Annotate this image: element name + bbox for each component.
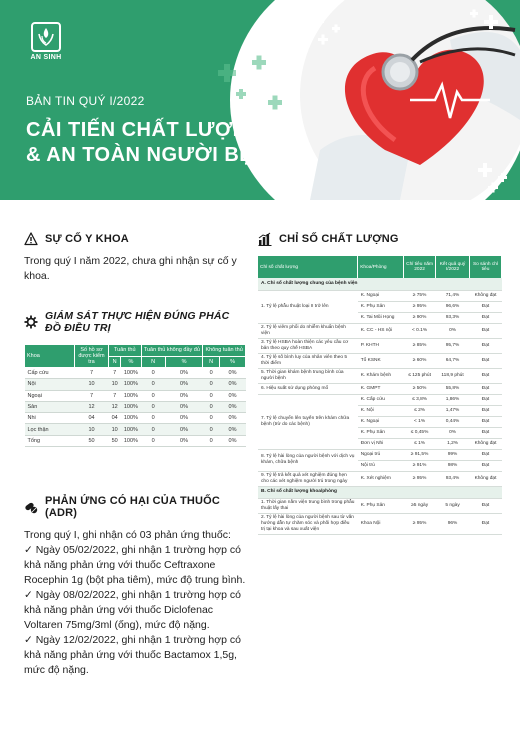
target-cell: ≥ 85%: [404, 338, 436, 353]
indicator-cell: 5. Thời gian khám bệnh trung bình của người bệnh: [258, 368, 358, 383]
table-cell: 100%: [121, 368, 141, 379]
target-cell: ≥ 50%: [404, 383, 436, 394]
logo-cross-icon: [31, 22, 61, 52]
dept-cell: K. Ngoại: [358, 290, 404, 301]
title-line-2: & AN TOÀN NGƯỜI BỆNH: [26, 144, 283, 166]
cmp-cell: Đạt: [470, 513, 502, 534]
table-cell: 50: [75, 435, 109, 446]
result-cell: 98%: [436, 460, 470, 471]
dept-cell: Ngoại trú: [358, 449, 404, 460]
table-cell: 0%: [220, 401, 246, 412]
cmp-cell: Không đạt: [470, 471, 502, 486]
sub-header: N: [203, 356, 220, 368]
table-cell: Nhi: [25, 413, 75, 424]
table-row: [25, 368, 246, 379]
table-cell: 0: [141, 413, 165, 424]
target-cell: ≥ 60%: [404, 353, 436, 368]
adr-intro: Trong quý I, ghi nhận có 03 phản ứng thuốc:: [24, 529, 231, 542]
adr-title: PHẢN ỨNG CÓ HẠI CỦA THUỐC (ADR): [45, 495, 221, 520]
dept-cell: K. Tai Mũi Họng: [358, 312, 404, 323]
dept-cell: K. Nội: [358, 405, 404, 416]
table-cell: 0: [203, 390, 220, 401]
table-row: [258, 513, 502, 534]
adr-content: [24, 528, 246, 678]
warning-icon: [24, 232, 38, 246]
brand-logo: [24, 22, 68, 61]
table-cell: 0%: [220, 379, 246, 390]
col-header: Khoa: [25, 345, 75, 368]
cmp-cell: Đạt: [470, 498, 502, 513]
result-cell: 95,7%: [436, 338, 470, 353]
table-cell: 0: [141, 424, 165, 435]
table-cell: 0: [141, 401, 165, 412]
target-cell: ≥ 91%: [404, 460, 436, 471]
col-header: So sánh chỉ tiêu: [470, 256, 502, 278]
col-header: Kết quả quý I/2022: [436, 256, 470, 278]
table-cell: Nội: [25, 379, 75, 390]
quality-section-title: [258, 232, 502, 246]
target-cell: ≥ 95%: [404, 301, 436, 312]
table-cell: 10: [109, 424, 121, 435]
table-row: [258, 353, 502, 368]
col-header: Khoa/Phòng: [358, 256, 404, 278]
cmp-cell: Đạt: [470, 353, 502, 368]
table-cell: 7: [75, 390, 109, 401]
gear-icon: [24, 315, 38, 329]
bulletin-label: BẢN TIN QUÝ I/2022: [26, 94, 145, 108]
result-cell: 93,4%: [436, 471, 470, 486]
header-banner: [0, 0, 520, 200]
indicator-cell: 1. Tỷ lệ phẫu thuật loại II trở lên: [258, 290, 358, 323]
table-row: [258, 383, 502, 394]
table-group-row: [258, 278, 502, 290]
target-cell: ≥ 91,5%: [404, 449, 436, 460]
table-cell: 04: [109, 413, 121, 424]
table-cell: 0: [203, 413, 220, 424]
result-cell: 93,3%: [436, 312, 470, 323]
table-row: [258, 323, 502, 338]
table-cell: Tổng: [25, 435, 75, 446]
dept-cell: K. Phụ Sản: [358, 301, 404, 312]
target-cell: ≤ 0,45%: [404, 427, 436, 438]
col-header: Chỉ tiêu năm 2022: [404, 256, 436, 278]
table-cell: 100%: [121, 413, 141, 424]
table-cell: 10: [75, 379, 109, 390]
col-header: Tuân thủ: [109, 345, 142, 357]
col-header: Chỉ số chất lượng: [258, 256, 358, 278]
table-cell: 0: [203, 435, 220, 446]
table-cell: 0%: [220, 368, 246, 379]
table-group-row: [258, 486, 502, 498]
target-cell: ≥5 ngày: [404, 498, 436, 513]
table-cell: 7: [75, 368, 109, 379]
indicator-cell: 9. Tỷ lệ trả kết quả xét nghiệm đúng hẹn cho các xét nghiệm người trú trong ngày: [258, 471, 358, 486]
result-cell: 1,2%: [436, 438, 470, 449]
table-cell: 0%: [165, 424, 202, 435]
pills-icon: [24, 500, 38, 514]
target-cell: ≥ 95%: [404, 471, 436, 486]
indicator-cell: 2. Tỷ lệ hài lòng của người bệnh sau từ vấn hướng dẫn tự chăm sóc và phối hợp điều trị tại khoa và sau xuất viện: [258, 513, 358, 534]
table-cell: 7: [109, 368, 121, 379]
dept-cell: K. CC - HS nội: [358, 323, 404, 338]
table-cell: 50: [109, 435, 121, 446]
table-cell: 7: [109, 390, 121, 401]
result-cell: 55,8%: [436, 383, 470, 394]
table-cell: 0: [203, 401, 220, 412]
cmp-cell: Đạt: [470, 416, 502, 427]
result-cell: 64,7%: [436, 353, 470, 368]
result-cell: 99%: [436, 449, 470, 460]
table-row: [258, 394, 502, 405]
target-cell: ≤ 2%: [404, 405, 436, 416]
table-row: [25, 435, 246, 446]
sub-header: %: [220, 356, 246, 368]
indicator-cell: 4. Tỷ lệ số bình luy của nhân viên theo 5 thời điểm: [258, 353, 358, 368]
brand-name: AN SINH: [30, 54, 62, 61]
table-cell: 0: [141, 379, 165, 390]
table-row: [25, 424, 246, 435]
page-title: [26, 118, 283, 168]
table-cell: 100%: [121, 424, 141, 435]
col-header: Số hồ sơ được kiểm tra: [75, 345, 109, 368]
table-cell: Lọc thận: [25, 424, 75, 435]
target-cell: ≥ 90%: [404, 312, 436, 323]
result-cell: 5 ngày: [436, 498, 470, 513]
table-cell: 0%: [165, 435, 202, 446]
table-cell: 0: [203, 368, 220, 379]
result-cell: 118,9 phút: [436, 368, 470, 383]
table-cell: 12: [75, 401, 109, 412]
table-cell: 0%: [165, 379, 202, 390]
cmp-cell: Đạt: [470, 368, 502, 383]
title-line-1: CẢI TIẾN CHẤT LƯỢNG: [26, 119, 264, 141]
target-cell: ≤ 125 phút: [404, 368, 436, 383]
dept-cell: K. Cấp cứu: [358, 394, 404, 405]
dept-cell: Khoa Nội: [358, 513, 404, 534]
table-row: [25, 401, 246, 412]
indicator-cell: 7. Tỷ lệ chuyển lên tuyến trên khám chữa bệnh (trừ do các bệnh): [258, 394, 358, 449]
adr-item: ✓ Ngày 08/02/2022, ghi nhận 1 trường hợp có khả năng phản ứng với thuốc Diclofenac Voltaren 75mg/3ml (ống), mức độ nặng.: [24, 589, 241, 632]
table-cell: 0%: [165, 413, 202, 424]
table-cell: 10: [75, 424, 109, 435]
quality-title: CHỈ SỐ CHẤT LƯỢNG: [279, 233, 399, 245]
table-row: [258, 498, 502, 513]
table-cell: Cấp cứu: [25, 368, 75, 379]
table-cell: 0%: [220, 413, 246, 424]
dept-cell: K. Xét nghiệm: [358, 471, 404, 486]
table-row: [25, 413, 246, 424]
dept-cell: P. KHTH: [358, 338, 404, 353]
target-cell: ≥ 95%: [404, 513, 436, 534]
protocol-section-title: [24, 310, 246, 334]
table-cell: 0%: [220, 390, 246, 401]
left-column: [24, 226, 246, 678]
sub-header: N: [141, 356, 165, 368]
adr-item: ✓ Ngày 05/02/2022, ghi nhận 1 trường hợp có khả năng phản ứng với thuốc Ceftraxone Rocephin 1g (bột pha tiêm), mức độ trung bình.: [24, 544, 246, 587]
sub-header: N: [109, 356, 121, 368]
table-row: [258, 368, 502, 383]
indicator-cell: 2. Tỷ lệ viêm phổi do nhiễm khuẩn bệnh viện: [258, 323, 358, 338]
indicator-cell: 1. Thời gian nằm viện trung bình trong phẫu thuật lấy thai: [258, 498, 358, 513]
result-cell: 0%: [436, 323, 470, 338]
cmp-cell: Đạt: [470, 383, 502, 394]
sub-header: %: [121, 356, 141, 368]
group-label: A. Chỉ số chất lượng chung của bệnh viện: [258, 278, 502, 290]
quality-table: [258, 256, 502, 535]
table-cell: Ngoại: [25, 390, 75, 401]
cmp-cell: Đạt: [470, 427, 502, 438]
incident-section-title: [24, 232, 246, 246]
bar-chart-icon: [258, 232, 272, 246]
result-cell: 96,6%: [436, 301, 470, 312]
result-cell: 1,86%: [436, 394, 470, 405]
table-cell: 100%: [121, 379, 141, 390]
cmp-cell: Không đạt: [470, 438, 502, 449]
dept-cell: K. Ngoại: [358, 416, 404, 427]
indicator-cell: 6. Hiệu suất sử dụng phòng mổ: [258, 383, 358, 394]
adr-section-title: [24, 495, 246, 519]
cmp-cell: Không đạt: [470, 290, 502, 301]
adr-item: ✓ Ngày 12/02/2022, ghi nhận 1 trường hợp có khả năng phản ứng với thuốc Bactamox 1,5g, mức độ nặng.: [24, 634, 241, 677]
col-header: Tuân thủ không đầy đủ: [141, 345, 203, 357]
right-column: [258, 226, 502, 535]
table-row: [25, 379, 246, 390]
table-cell: 0%: [165, 390, 202, 401]
table-cell: 0: [203, 424, 220, 435]
target-cell: < 1%: [404, 416, 436, 427]
table-cell: 0%: [220, 424, 246, 435]
indicator-cell: 8. Tỷ lệ hài lòng của người bệnh với dịch vụ khám, chữa bệnh: [258, 449, 358, 471]
col-header: Không tuân thủ: [203, 345, 246, 357]
table-cell: 04: [75, 413, 109, 424]
cmp-cell: Đạt: [470, 394, 502, 405]
table-cell: 0%: [165, 401, 202, 412]
cmp-cell: Đạt: [470, 405, 502, 416]
table-row: [258, 471, 502, 486]
target-cell: ≤ 1%: [404, 438, 436, 449]
dept-cell: K. Phụ Sản: [358, 498, 404, 513]
table-cell: 0: [141, 368, 165, 379]
table-cell: 100%: [121, 435, 141, 446]
table-cell: 0: [203, 379, 220, 390]
protocol-table-body: [25, 368, 246, 447]
target-cell: ≥ 75%: [404, 290, 436, 301]
dept-cell: Đơn vị Nhi: [358, 438, 404, 449]
table-cell: 100%: [121, 401, 141, 412]
cmp-cell: Đạt: [470, 460, 502, 471]
table-row: [258, 449, 502, 460]
cmp-cell: Đạt: [470, 323, 502, 338]
result-cell: 71,4%: [436, 290, 470, 301]
sub-header: %: [165, 356, 202, 368]
dept-cell: Tổ KSNK: [358, 353, 404, 368]
table-row: [25, 390, 246, 401]
cmp-cell: Đạt: [470, 338, 502, 353]
table-cell: 0%: [165, 368, 202, 379]
table-cell: 12: [109, 401, 121, 412]
quality-table-body: [258, 278, 502, 534]
dept-cell: K. GMPT: [358, 383, 404, 394]
table-cell: 0: [141, 390, 165, 401]
table-row: [258, 338, 502, 353]
incident-title: SỰ CỐ Y KHOA: [45, 233, 129, 245]
dept-cell: K. Khám bệnh: [358, 368, 404, 383]
table-row: [258, 290, 502, 301]
table-cell: 100%: [121, 390, 141, 401]
table-cell: 0%: [220, 435, 246, 446]
indicator-cell: 3. Tỷ lệ HSBA hoàn thiện các yêu cầu cơ bản theo quy chế HSBA: [258, 338, 358, 353]
result-cell: 96%: [436, 513, 470, 534]
result-cell: 1,47%: [436, 405, 470, 416]
table-cell: Sản: [25, 401, 75, 412]
target-cell: ≤ 3,8%: [404, 394, 436, 405]
result-cell: 0%: [436, 427, 470, 438]
dept-cell: K. Phụ Sản: [358, 427, 404, 438]
group-label: B. Chỉ số chất lượng khoa/phòng: [258, 486, 502, 498]
cmp-cell: Đạt: [470, 312, 502, 323]
table-cell: 10: [109, 379, 121, 390]
protocol-table: [24, 344, 246, 447]
cmp-cell: Đạt: [470, 301, 502, 312]
protocol-title: GIÁM SÁT THỰC HIỆN ĐÚNG PHÁC ĐỒ ĐIỀU TRỊ: [45, 310, 230, 334]
dept-cell: Nội trú: [358, 460, 404, 471]
result-cell: 0,44%: [436, 416, 470, 427]
incident-text: Trong quý I năm 2022, chưa ghi nhận sự cố y khoa.: [24, 255, 237, 282]
cmp-cell: Đạt: [470, 449, 502, 460]
target-cell: < 0.1%: [404, 323, 436, 338]
table-cell: 0: [141, 435, 165, 446]
